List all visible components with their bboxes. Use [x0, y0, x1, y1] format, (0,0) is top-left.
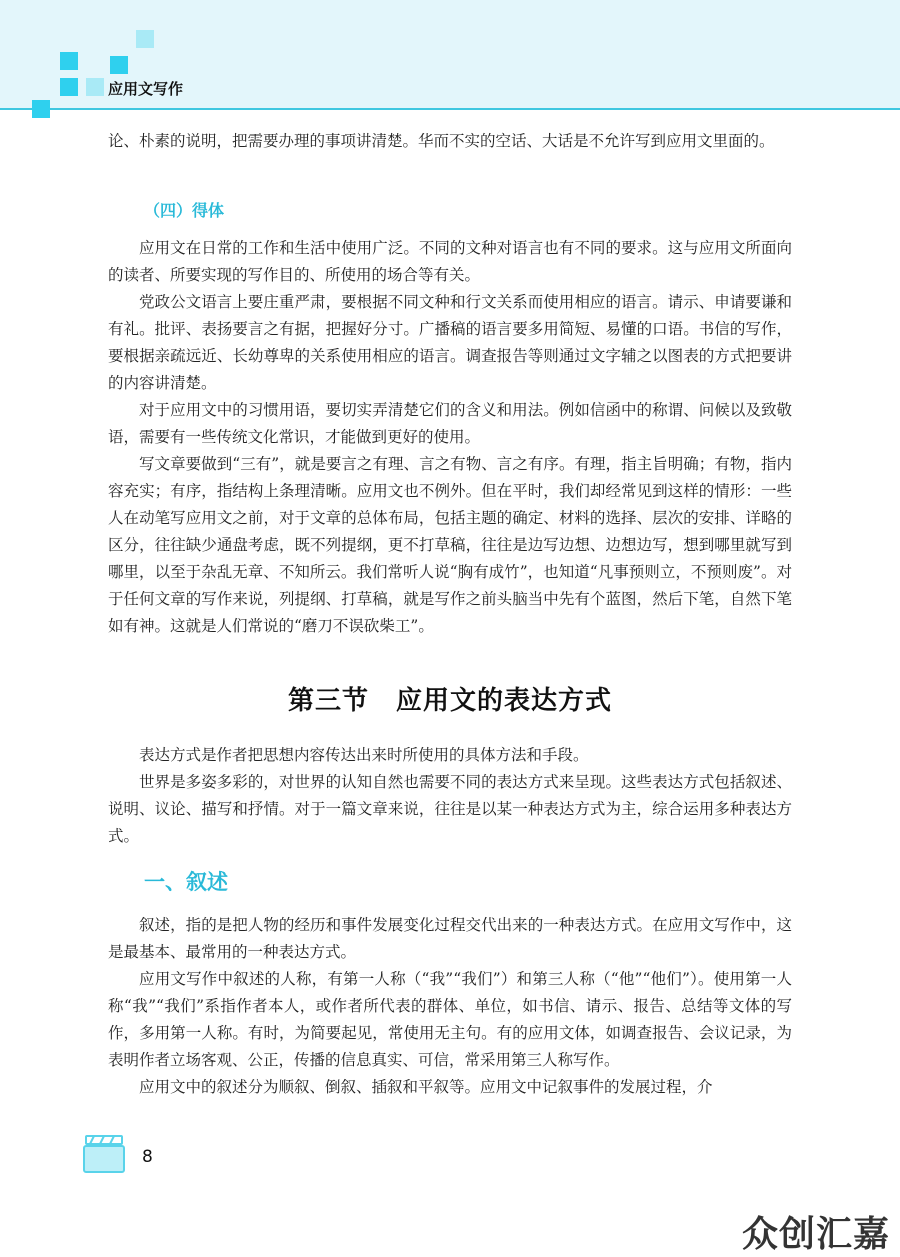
paragraph: 世界是多姿多彩的，对世界的认知自然也需要不同的表达方式来呈现。这些表达方式包括叙述、说明、议论、描写和抒情。对于一篇文章来说，往往是以某一种表达方式为主，综合运用多种表达方式。: [108, 773, 792, 845]
paragraph: 应用文中的叙述分为顺叙、倒叙、插叙和平叙等。应用文中记叙事件的发展过程，介: [139, 1078, 713, 1096]
section-title: 第三节 应用文的表达方式: [287, 686, 612, 716]
watermark-text: 众创汇嘉: [742, 1214, 891, 1255]
sub-heading-deti: （四）得体: [144, 201, 225, 220]
paragraph: 表达方式是作者把思想内容传达出来时所使用的具体方法和手段。: [139, 746, 589, 764]
paragraph: 应用文在日常的工作和生活中使用广泛。不同的文种对语言也有不同的要求。这与应用文所面向的读者、所要实现的写作目的、所使用的场合等有关。: [108, 239, 792, 284]
top-paragraph-block: [108, 128, 792, 155]
paragraph: 叙述，指的是把人物的经历和事件发展变化过程交代出来的一种表达方式。在应用文写作中，这是最基本、最常用的一种表达方式。: [108, 916, 792, 961]
section-paragraphs: [108, 742, 792, 850]
paragraph: 应用文写作中叙述的人称，有第一人称（“我”“我们”）和第三人称（“他”“他们”）。使用第一人称“我”“我们”系指作者本人，或作者所代表的群体、单位，如书信、请示、报告、总结等文体的写作，多用第一人称。有时，为简要起见，常使用无主句。有的应用文体，如调查报告、会议记录，为表明作者立场客观、公正，传播的信息真实、可信，常采用第三人称写作。: [108, 970, 792, 1069]
heading-narration: 一、叙述: [144, 870, 228, 894]
page-number: 8: [142, 1147, 153, 1167]
paragraph: 对于应用文中的习惯用语，要切实弄清楚它们的含义和用法。例如信函中的称谓、问候以及致敬语，需要有一些传统文化常识，才能做到更好的使用。: [108, 401, 792, 446]
paragraph: 党政公文语言上要庄重严肃，要根据不同文种和行文关系而使用相应的语言。请示、申请要谦和有礼。批评、表扬要言之有据，把握好分寸。广播稿的语言要多用简短、易懂的口语。书信的写作，要根据亲疏远近、长幼尊卑的关系使用相应的语言。调查报告等则通过文字辅之以图表的方式把要讲的内容讲清楚。: [108, 293, 792, 392]
paragraph: 写文章要做到“三有”，就是要言之有理、言之有物、言之有序。有理，指主旨明确；有物，指内容充实；有序，指结构上条理清晰。应用文也不例外。但在平时，我们却经常见到这样的情形：一些人在动笔写应用文之前，对于文章的总体布局，包括主题的确定、材料的选择、层次的安排、详略的区分，往往缺少通盘考虑，既不列提纲，更不打草稿，往往是边写边想、边想边写，想到哪里就写到哪里，以至于杂乱无章、不知所云。我们常听人说“胸有成竹”，也知道“凡事预则立，不预则废”。对于任何文章的写作来说，列提纲、打草稿，就是写作之前头脑当中先有个蓝图，然后下笔，自然下笔如有神。这就是人们常说的“磨刀不误砍柴工”。: [108, 455, 792, 635]
clapperboard-icon: [80, 1132, 128, 1176]
book-title: 应用文写作: [108, 80, 184, 98]
narration-paragraphs: [108, 912, 792, 1101]
deti-paragraphs: [108, 235, 792, 640]
paragraph: 论、朴素的说明，把需要办理的事项讲清楚。华而不实的空话、大话是不允许写到应用文里面的。: [108, 132, 775, 150]
